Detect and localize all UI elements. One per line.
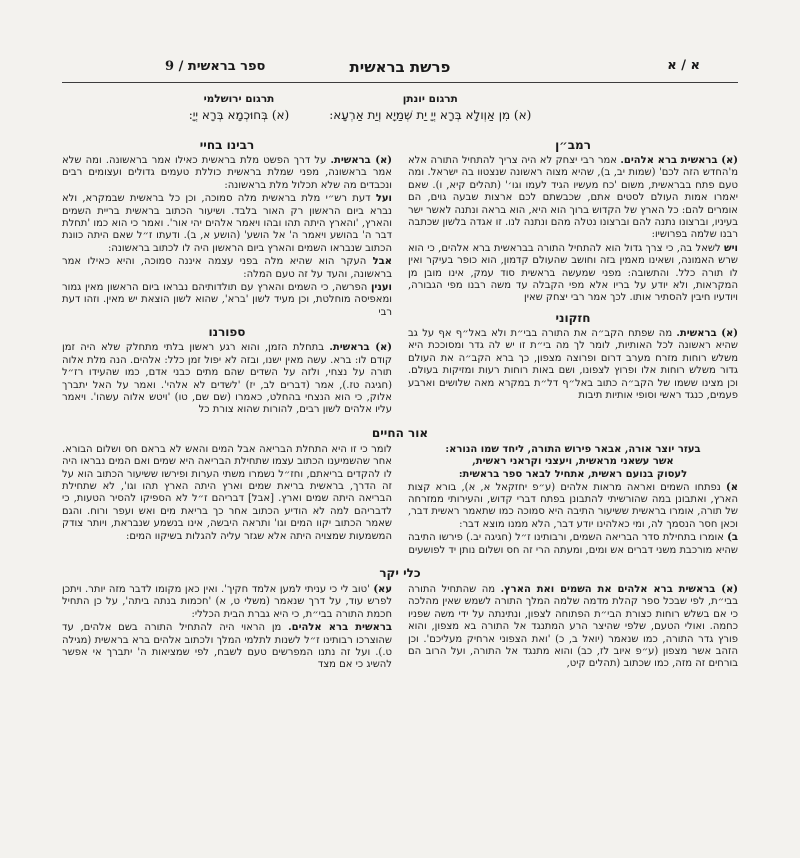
paragraph-text: דעת רש״י מלת בראשית מלה סמוכה, וכן כל בראשית שבמקרא, ולא נברא ביום הראשון רק האור בלבד. ושיעור הכתוב בראשית בריית השמים והארץ, 'והארץ היתה תהו ובהו ויאמר אלהים יהי אור'. ואמר כי הוא כמו 'תחלת דבר ה' בהושע ויאמר ה' אל הושע' (הושע א, ב). ודעתו ז״ל שאם היתה כוונת הכתוב שנבראו השמים והארץ ביום הראשון היה לו לכתוב בראשונה: bbox=[62, 193, 392, 254]
commentary-paragraph bbox=[62, 282, 392, 319]
commentary-paragraph bbox=[62, 342, 392, 416]
paragraph-lead: (א) בראשית ברא אלהים. bbox=[620, 155, 738, 166]
ohr-hachaim-poem-line: בעזר יוצר אורה, אבאר פירוש התורה, ליחד שמו הנורא: bbox=[445, 443, 701, 455]
sforno-section bbox=[62, 325, 392, 416]
paragraph-text: מן הראוי היה להתחיל התורה בשם אלהים, עד שהוצרכו רבותינו ז״ל לשנות לתלמי המלך ולכתוב אלהים ברא בראשית (מגילה ט.). ועל זה נתנו המפרשים טעם לשבח, לפי שמציאות ה' יתברך אי אפשר להשיג כי אם מצד bbox=[62, 622, 392, 671]
commentary-paragraph bbox=[408, 243, 738, 305]
commentary-paragraph bbox=[408, 328, 738, 402]
ramban-title: רמב״ן bbox=[555, 138, 591, 152]
commentary-paragraph bbox=[408, 584, 738, 671]
book-page bbox=[62, 58, 738, 798]
paragraph-text: נפתחו השמים ואראה מראות אלהים (ע״פ יחזקאל א, א), בורא קצות הארץ, ואתבונן במה שהורשיתי להתבונן בפתח דברי קדוש, והעירותי ממזרחה של תורה, אומרו בראשית ששיעור התיבה היא סמוכה כמו שתאמר ראשית דבר, וכאן חסר הנסמך לה, ומי כאלהינו יודע דבר, הלא ממנו מוצא דבר: bbox=[408, 481, 738, 530]
paragraph-lead: (א) בראשית ברא אלהים את השמים ואת הארץ. bbox=[500, 583, 738, 595]
kli-yakar-right-column bbox=[408, 584, 738, 672]
paragraph-text: העקר הוא שהיא מלה בפני עצמה איננה סמוכה, והיא כאילו אמר בראשונה, והעד על זה טעם המלה: bbox=[62, 256, 392, 280]
commentary-paragraph bbox=[62, 622, 392, 672]
paragraph-lead: (א) בראשית. bbox=[676, 327, 738, 339]
ohr-hachaim-poem-line: לעסוק בנועם ראשית, אתחיל לבאר ספר בראשית: bbox=[458, 468, 688, 480]
targum-yerushalmi-section bbox=[189, 93, 290, 122]
parsha-title: פרשת בראשית bbox=[349, 58, 451, 76]
targum-yerushalmi-text: (א) בְּחוּכְמָא בְּרָא יְיָ: bbox=[188, 108, 290, 122]
commentary-paragraph bbox=[62, 584, 392, 621]
paragraph-lead: בראשית ברא אלהים. bbox=[288, 622, 392, 634]
paragraph-text: על דרך הפשט מלת בראשית כאילו אמר בראשונה. ומה שלא אמר בראשונה, מפני שמלת בראשית כוללת טעמים גדולים ועצומים רבים ונכבדים מה שלא תכלול מלת בראשונה: bbox=[62, 155, 392, 191]
ohr-hachaim-title: אור החיים bbox=[371, 425, 429, 440]
commentary-paragraph bbox=[408, 155, 738, 242]
commentary-paragraph bbox=[408, 482, 738, 532]
commentary-paragraph bbox=[408, 532, 738, 557]
paragraph-lead: (א) בראשית. bbox=[330, 155, 392, 166]
kli-yakar-section bbox=[62, 566, 738, 673]
ohr-hachaim-right-column bbox=[408, 444, 738, 558]
book-page-label: ספר בראשית / 9 bbox=[165, 59, 266, 74]
kli-yakar-left-column bbox=[62, 584, 392, 673]
targum-band bbox=[62, 93, 738, 122]
paragraph-lead: א) bbox=[725, 481, 738, 493]
rabbeinu-bachya-title: רבינו בחיי bbox=[199, 138, 255, 152]
paragraph-text: מה שפתח הקב״ה את התורה בבי״ת ולא באל״ף אף על גב שהיא ראשונה לכל האותיות, לומר לך מה בי״ת זו יש לה גדר ומסוככת היא משלש רוחות מזרח מערב דרום ופרוצה מצפון, כך ברא הקב״ה את העולם גדור משלש רוחות אלו ופרוץ לצפונו, ושם באות רוחות רעות ומזיקות בעולם. וכן מצינו ששמו של הקב״ה כתוב באל״ף דל״ת במקרא מאה שלושים וארבע פעמים, כנגד ראשי וסופי אותיות תיבות bbox=[408, 327, 738, 401]
paragraph-lead: ויש bbox=[724, 242, 738, 254]
commentary-paragraph bbox=[62, 444, 392, 543]
main-columns bbox=[62, 132, 738, 418]
paragraph-lead: (א) בראשית. bbox=[329, 342, 393, 354]
paragraph-text: לשאל בה, כי צרך גדול הוא להתחיל התורה בבראשית ברא אלהים, כי הוא שרש האמונה, ושאינו מאמין בזה וחושב שהעולם קדמון, הוא כופר בעיקר ואין לו תורה כלל. והתשובה: מפני שמעשה בראשית סוד עמק, אינו מובן מן המקראות, ולא יודע על בריו אלא מפי הקבלה עד משה רבנו מפי הגבורה, ויודעיו חיבין להסתיר אותו. לכך אמר רבי יצחק שאין bbox=[408, 242, 738, 304]
targum-yonatan-text: (א) מִן אַוְולָא בְּרָא יְיָ יַת שְׁמַיָא וְיַת אַרְעָא: bbox=[329, 108, 532, 122]
paragraph-text: מה שהתחיל התורה בבי״ת, לפי שבכל ספר קהלת מדמה שלמה המלך התורה לשמש שאין מהלכה כי אם בשלש רוחות כצורת הבי״ת הפתוחה לצפון, ונתינתה על ידי משה שפניו כחמה. ואולי הטעם, שלפי שהיצר הרע המתנגד אל התורה בא מצפון, והוא פורץ גדר התורה, כמו שנאמר (יואל ב, כ) 'ואת הצפוני ארחיק מעליכם'. וכן הזהב אשר מצפון (ע״פ איוב לז, כב) והוא מתנגד אל התורה, ועל הרוב הם בורחים זה מזה, כמו שכתוב (תהלים קיט, bbox=[408, 583, 738, 670]
chizkuni-section bbox=[408, 311, 738, 402]
targum-yerushalmi-title: תרגום ירושלמי bbox=[203, 93, 275, 105]
paragraph-lead: וענין bbox=[370, 282, 392, 294]
ohr-hachaim-section bbox=[62, 426, 738, 558]
kli-yakar-title: כלי יקר bbox=[379, 565, 421, 580]
paragraph-text: אומרו בתחילת סדר הבריאה השמים, ורבותינו ז״ל (חגיגה יב.) פירשו התיבה שהיא מורכבת משני דברים אש ומים, ומעתה הרי זה חס ושלום נותן יד לפושעים bbox=[408, 532, 738, 556]
page-header bbox=[62, 58, 738, 80]
chapter-verse-label: א / א bbox=[667, 58, 700, 73]
paragraph-lead: ב) bbox=[727, 532, 739, 544]
paragraph-lead: ועל bbox=[375, 193, 392, 205]
targum-yonatan-title: תרגום יונתן bbox=[402, 93, 458, 105]
ohr-hachaim-left-column bbox=[62, 444, 392, 544]
commentary-paragraph bbox=[62, 193, 392, 255]
header-divider bbox=[62, 82, 738, 83]
ohr-hachaim-poem-line: אשר עשאני מראשית, ויעצני וקראני ראשית, bbox=[472, 456, 674, 468]
paragraph-text: בתחלת הזמן, והוא רגע ראשון בלתי מתחלק שלא היה זמן קודם לו: ברא. עשה מאין ישנו, ובזה לא יפול זמן כלל: אלהים. הנה מלת אלוה תורה על נצחי, ולזה על השדים שהם מתים כבני אדם, כמו שהעידו רז״ל (חגיגה טז.), אמר (דברים לב, יז) 'לשדים לא אלהי'. ואמר על האל יתברך אלוק, כי הוא הנצחי בהחלט, כאמרו (שם שם, טו) 'ויטש אלוה עשהו'. ויאמר עליו אלהים לשון רבים, להורות שהוא צורת כל bbox=[62, 342, 392, 416]
paragraph-lead: עא) bbox=[373, 583, 392, 595]
paragraph-text: אמר רבי יצחק לא היה צריך להתחיל התורה אלא מ'החדש הזה לכם' (שמות יב, ב), שהיא מצוה ראשונה שנצטוו בה ישראל. ומה טעם פתח בבראשית, משום 'כח מעשיו הגיד לעמו וגו׳' (תהלים קיא, ו). שאם יאמרו אמות העולם לסטים אתם, שכבשתם לכם ארצות שבעה גוים, הם אומרים להם: כל הארץ של הקדוש ברוך הוא היא, הוא בראה ונתנה לאשר ישר בעיניו, וברצונו נתנה להם וברצונו נטלה מהם ונתנה לנו. זו אגדה בלשון שכתבה רבנו שלמה בפרושיו: bbox=[408, 155, 738, 241]
column-left bbox=[62, 132, 392, 418]
targum-yonatan-section bbox=[329, 93, 531, 122]
column-right bbox=[408, 132, 738, 403]
sforno-title: ספורנו bbox=[208, 325, 246, 340]
paragraph-lead: אבל bbox=[372, 256, 392, 268]
paragraph-text: 'טוב לי כי עניתי למען אלמד חקיך'. ואין כאן מקומו לדבר מזה יותר. ויתכן לפרש עוד, על דרך שנאמר (משלי ט, א) 'חכמות בנתה ביתה', על כן התחיל חכמת התורה בבי״ת, כי היא גברת הבית הכללי: bbox=[62, 583, 392, 620]
commentary-paragraph bbox=[62, 256, 392, 281]
ramban-section bbox=[408, 138, 738, 305]
paragraph-text: לומר כי זו היא התחלת הבריאה אבל המים והאש לא בראם חס ושלום הבורא. אחר שהשמיענו הכתוב עצמו שתחילת הבריאה היא שמים ואם המים נבראו היה לו להקדים בריאתם, וחז״ל נשמרו משתי הערות ופירשו ששיעור הכתוב הוא על זה הדרך, בראשית בריאת שמים וארץ היתה הארץ תהו וגו', לא שתחילת הבריאה היתה שמים וארץ. [אבל] דבריהם ז״ל לא הספיקו להסיר הטעות, כי לדבריהם למה לא הודיע הכתוב אחר כך בריאת מים ואש ועפר ורוח. והגם שאמר הכתוב יקוו המים וגו' ותראה היבשה, אינו בנשמע שנבראת, ויותר צודק המשמעות שמצויה היתה אלא שגזר עליה להגלות בשיקוו המים: bbox=[62, 443, 392, 542]
rabbeinu-bachya-section bbox=[62, 138, 392, 319]
commentary-paragraph bbox=[62, 155, 392, 192]
paragraph-text: הפרשה, כי השמים והארץ עם תולדותיהם נבראו ביום הראשון מאין גמור ומאפיסה מוחלטת, וכן מעיד לשון 'ברא', שהוא לשון הוצאת יש מאין. וזהו דעת רבי bbox=[62, 282, 392, 318]
chizkuni-title: חזקוני bbox=[555, 310, 591, 325]
